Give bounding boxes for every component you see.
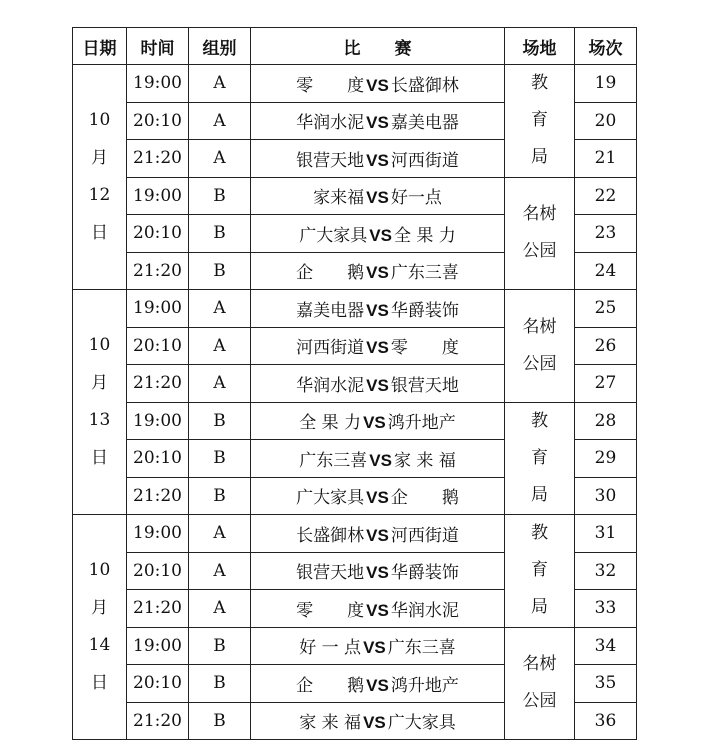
vs-label: VS: [366, 263, 389, 283]
vs-label: VS: [366, 600, 389, 620]
home-team: 银营天地: [296, 563, 365, 584]
venue-line: 公园: [522, 691, 557, 712]
home-team: 全 果 力: [299, 413, 362, 434]
home-team: 零 度: [296, 75, 365, 96]
match-time: 20:10: [127, 215, 189, 253]
match-group: A: [189, 327, 251, 365]
venue-line: 局: [531, 597, 548, 618]
table-row: [73, 515, 637, 553]
table-row: [73, 290, 637, 328]
home-team: 华润水泥: [296, 113, 365, 134]
match-group: B: [189, 627, 251, 665]
header-venue: 场地: [505, 28, 575, 65]
match-number: 27: [575, 365, 637, 403]
match-time: 21:20: [127, 252, 189, 290]
match-number: 31: [575, 515, 637, 553]
away-team: 长盛御林: [390, 75, 459, 96]
home-team: 广大家具: [296, 488, 365, 509]
home-team: 广大家具: [299, 225, 368, 246]
date-cell: [73, 290, 127, 515]
match-number: 25: [575, 290, 637, 328]
away-team: 全 果 力: [393, 225, 456, 246]
home-team: 好 一 点: [299, 638, 362, 659]
away-team: 好一点: [390, 188, 442, 209]
match-time: 19:00: [127, 290, 189, 328]
match-cell: [251, 327, 505, 365]
match-cell: [251, 252, 505, 290]
date-line: 14: [88, 635, 111, 655]
match-group: B: [189, 477, 251, 515]
match-group: A: [189, 590, 251, 628]
match-group: B: [189, 440, 251, 478]
header-date: 日期: [73, 28, 127, 65]
match-cell: [251, 177, 505, 215]
date-line: 日: [91, 447, 108, 468]
schedule-table: [72, 27, 637, 740]
match-number: 22: [575, 177, 637, 215]
away-team: 广东三喜: [390, 263, 459, 284]
venue-line: 公园: [522, 353, 557, 374]
match-time: 20:10: [127, 327, 189, 365]
match-number: 19: [575, 65, 637, 103]
venue-line: 名树: [522, 654, 557, 675]
vs-label: VS: [366, 488, 389, 508]
match-group: B: [189, 215, 251, 253]
away-team: 华爵装饰: [390, 300, 459, 321]
vs-label: VS: [366, 150, 389, 170]
date-line: 12: [88, 185, 111, 205]
date-line: 13: [88, 410, 111, 430]
match-cell: [251, 402, 505, 440]
schedule-body: [73, 65, 637, 740]
match-cell: [251, 665, 505, 703]
venue-cell: [505, 627, 575, 740]
vs-label: VS: [363, 413, 386, 433]
away-team: 河西街道: [390, 150, 459, 171]
table-row: [73, 177, 637, 215]
match-cell: [251, 627, 505, 665]
match-number: 20: [575, 102, 637, 140]
match-time: 19:00: [127, 177, 189, 215]
match-group: A: [189, 102, 251, 140]
date-line: 10: [88, 560, 111, 580]
match-group: A: [189, 290, 251, 328]
away-team: 家 来 福: [393, 450, 456, 471]
away-team: 华润水泥: [390, 600, 459, 621]
match-number: 24: [575, 252, 637, 290]
match-group: A: [189, 65, 251, 103]
match-time: 21:20: [127, 365, 189, 403]
match-number: 34: [575, 627, 637, 665]
table-row: [73, 402, 637, 440]
venue-line: 教: [531, 73, 548, 94]
match-time: 19:00: [127, 627, 189, 665]
home-team: 长盛御林: [296, 525, 365, 546]
date-line: 月: [91, 597, 108, 618]
match-group: B: [189, 402, 251, 440]
venue-cell: [505, 290, 575, 403]
venue-line: 名树: [522, 204, 557, 225]
home-team: 嘉美电器: [296, 300, 365, 321]
match-group: B: [189, 252, 251, 290]
header-group: 组别: [189, 28, 251, 65]
header-time: 时间: [127, 28, 189, 65]
home-team: 企 鹅: [296, 675, 365, 696]
match-time: 19:00: [127, 65, 189, 103]
match-cell: [251, 702, 505, 740]
vs-label: VS: [369, 450, 392, 470]
match-number: 21: [575, 140, 637, 178]
home-team: 银营天地: [296, 150, 365, 171]
match-group: B: [189, 177, 251, 215]
away-team: 嘉美电器: [390, 113, 459, 134]
match-cell: [251, 140, 505, 178]
venue-line: 育: [531, 447, 548, 468]
header-number: 场次: [575, 28, 637, 65]
date-cell: [73, 515, 127, 740]
home-team: 零 度: [296, 600, 365, 621]
vs-label: VS: [366, 113, 389, 133]
date-line: 日: [91, 222, 108, 243]
date-line: 日: [91, 672, 108, 693]
away-team: 企 鹅: [390, 488, 459, 509]
venue-line: 局: [531, 147, 548, 168]
home-team: 家来福: [313, 188, 365, 209]
vs-label: VS: [363, 638, 386, 658]
match-number: 23: [575, 215, 637, 253]
venue-line: 教: [531, 410, 548, 431]
venue-line: 教: [531, 523, 548, 544]
venue-line: 名树: [522, 316, 557, 337]
away-team: 河西街道: [390, 525, 459, 546]
match-group: A: [189, 515, 251, 553]
vs-label: VS: [363, 713, 386, 733]
match-cell: [251, 365, 505, 403]
match-cell: [251, 440, 505, 478]
home-team: 家 来 福: [299, 713, 362, 734]
match-time: 21:20: [127, 702, 189, 740]
match-number: 26: [575, 327, 637, 365]
date-line: 10: [88, 110, 111, 130]
match-number: 28: [575, 402, 637, 440]
match-time: 21:20: [127, 140, 189, 178]
match-time: 20:10: [127, 102, 189, 140]
date-line: 10: [88, 335, 111, 355]
match-time: 19:00: [127, 515, 189, 553]
match-cell: [251, 215, 505, 253]
match-time: 21:20: [127, 477, 189, 515]
header-match: 比 赛: [251, 28, 505, 65]
vs-label: VS: [366, 525, 389, 545]
match-cell: [251, 65, 505, 103]
venue-line: 局: [531, 484, 548, 505]
home-team: 广东三喜: [299, 450, 368, 471]
home-team: 华润水泥: [296, 375, 365, 396]
away-team: 零 度: [390, 338, 459, 359]
match-number: 36: [575, 702, 637, 740]
venue-cell: [505, 402, 575, 515]
match-group: B: [189, 665, 251, 703]
match-cell: [251, 590, 505, 628]
away-team: 广大家具: [387, 713, 456, 734]
match-group: A: [189, 140, 251, 178]
vs-label: VS: [369, 225, 392, 245]
match-cell: [251, 290, 505, 328]
table-row: [73, 65, 637, 103]
vs-label: VS: [366, 375, 389, 395]
match-number: 33: [575, 590, 637, 628]
venue-cell: [505, 65, 575, 178]
vs-label: VS: [366, 75, 389, 95]
match-time: 20:10: [127, 665, 189, 703]
away-team: 华爵装饰: [390, 563, 459, 584]
date-line: 月: [91, 372, 108, 393]
match-group: A: [189, 552, 251, 590]
match-number: 29: [575, 440, 637, 478]
match-cell: [251, 552, 505, 590]
away-team: 银营天地: [390, 375, 459, 396]
venue-line: 育: [531, 560, 548, 581]
away-team: 鸿升地产: [390, 675, 459, 696]
vs-label: VS: [366, 188, 389, 208]
match-cell: [251, 515, 505, 553]
vs-label: VS: [366, 675, 389, 695]
match-number: 30: [575, 477, 637, 515]
vs-label: VS: [366, 563, 389, 583]
match-time: 20:10: [127, 440, 189, 478]
match-time: 19:00: [127, 402, 189, 440]
match-time: 21:20: [127, 590, 189, 628]
table-row: [73, 627, 637, 665]
date-cell: [73, 65, 127, 290]
vs-label: VS: [366, 300, 389, 320]
venue-cell: [505, 515, 575, 628]
home-team: 河西街道: [296, 338, 365, 359]
venue-line: 公园: [522, 241, 557, 262]
match-cell: [251, 102, 505, 140]
match-time: 20:10: [127, 552, 189, 590]
match-cell: [251, 477, 505, 515]
away-team: 广东三喜: [387, 638, 456, 659]
vs-label: VS: [366, 338, 389, 358]
venue-line: 育: [531, 110, 548, 131]
match-group: B: [189, 702, 251, 740]
match-group: A: [189, 365, 251, 403]
match-number: 32: [575, 552, 637, 590]
header-row: [73, 28, 637, 65]
date-line: 月: [91, 147, 108, 168]
away-team: 鸿升地产: [387, 413, 456, 434]
match-number: 35: [575, 665, 637, 703]
venue-cell: [505, 177, 575, 290]
home-team: 企 鹅: [296, 263, 365, 284]
